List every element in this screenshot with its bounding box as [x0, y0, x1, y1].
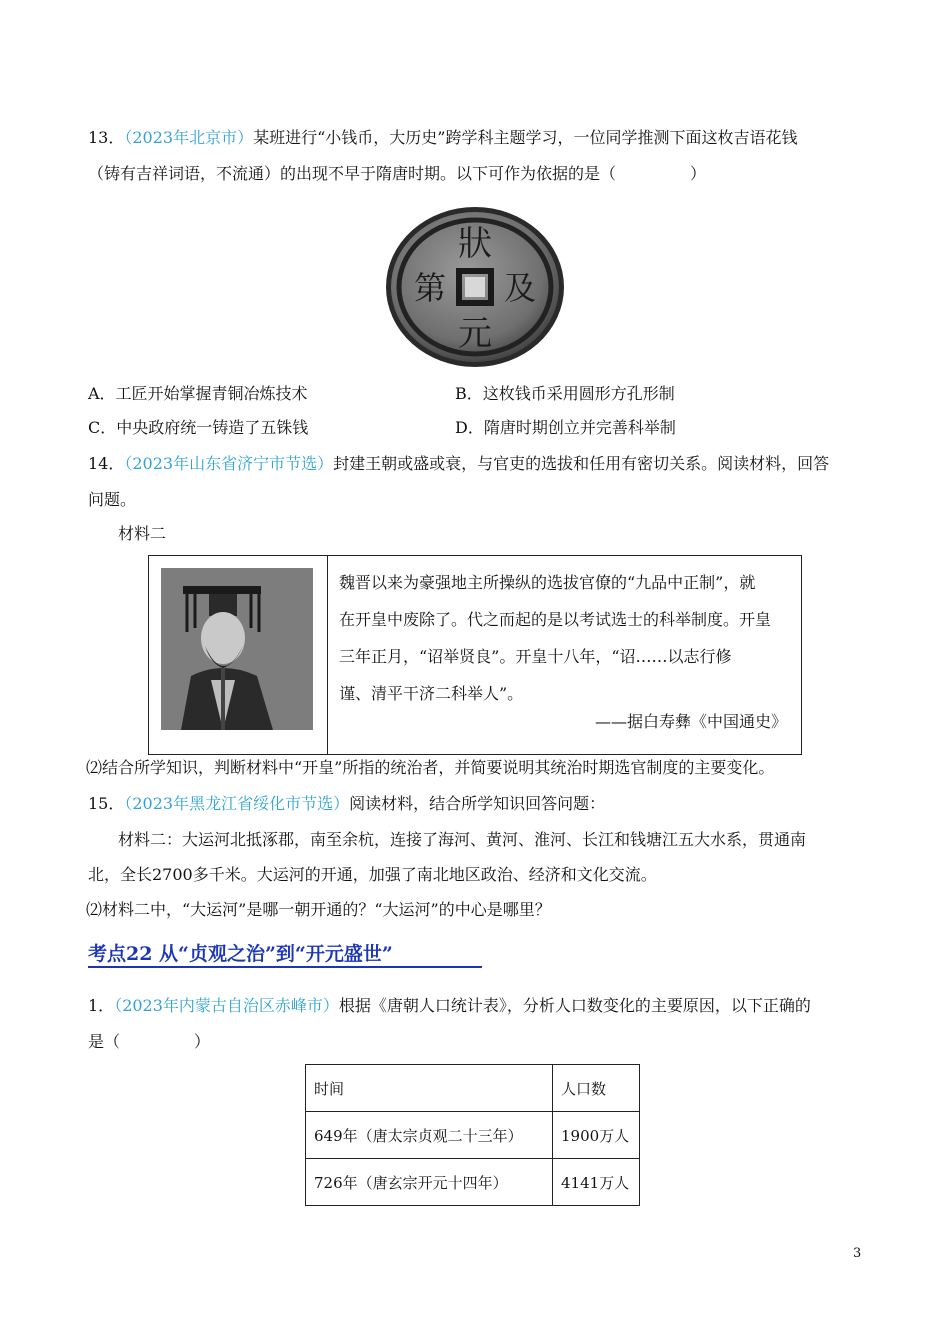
q13-source: （2023年北京市）	[124, 128, 254, 147]
material-text	[339, 564, 789, 712]
q1-line2: 是（ ）	[88, 1032, 211, 1051]
table-row	[306, 1112, 640, 1159]
table-cell: 649年（唐太宗贞观二十三年）	[306, 1112, 553, 1159]
coin-char-left: 第	[413, 269, 447, 307]
q15-text: 阅读材料，结合所学知识回答问题：	[349, 794, 606, 813]
q15-line1	[88, 792, 605, 816]
q14-line2: 问题。	[88, 490, 137, 509]
coin-char-bottom: 元	[458, 314, 492, 354]
coin-char-top: 狀	[458, 224, 492, 264]
q14-text: 封建王朝或盛或衰，与官吏的选拔和任用有密切关系。阅读材料，回答	[333, 454, 830, 473]
q1-source: （2023年内蒙古自治区赤峰市）	[114, 996, 339, 1015]
q1-line1	[88, 994, 811, 1018]
table-header-row	[306, 1065, 640, 1112]
q13-option-a: A．工匠开始掌握青铜冶炼技术	[88, 384, 308, 403]
table-row	[306, 1159, 640, 1206]
q13-number: 13．	[88, 128, 125, 147]
q15-material-line1: 材料二：大运河北抵涿郡，南至余杭，连接了海河、黄河、淮河、长江和钱塘江五大水系，贯通南	[118, 830, 807, 849]
table-cell: 726年（唐玄宗开元十四年）	[306, 1159, 553, 1206]
table-header-cell: 时间	[306, 1065, 553, 1112]
table-cell: 1900万人	[553, 1112, 640, 1159]
q13-option-b: B．这枚钱币采用圆形方孔形制	[455, 384, 675, 403]
q15-number: 15．	[88, 794, 125, 813]
section-heading: 考点22 从“贞观之治”到“开元盛世”	[88, 943, 393, 965]
material-text-line: 谨、清平干济二科举人”。	[339, 684, 524, 703]
q14-source: （2023年山东省济宁市节选）	[124, 454, 334, 473]
q1-number: 1．	[88, 996, 115, 1015]
coin-char-right: 及	[503, 269, 537, 307]
q14-line1	[88, 452, 829, 476]
material-text-line: 魏晋以来为豪强地主所操纵的选拔官僚的“九品中正制”，就	[339, 573, 756, 592]
material-two-box	[148, 555, 802, 755]
q15-sub-question: ⑵材料二中，“大运河”是哪一朝开通的？“大运河”的中心是哪里？	[86, 900, 551, 919]
q13-option-c: C．中央政府统一铸造了五铢钱	[88, 418, 309, 437]
q13-option-d: D．隋唐时期创立并完善科举制	[455, 418, 676, 437]
emperor-portrait-image	[161, 568, 313, 730]
population-table	[305, 1064, 640, 1206]
q1-text: 根据《唐朝人口统计表》，分析人口数变化的主要原因，以下正确的	[338, 996, 811, 1015]
q14-number: 14．	[88, 454, 125, 473]
material-citation: ——据白寿彝《中国通史》	[594, 712, 787, 731]
q13-line1	[88, 126, 797, 150]
q14-sub-question: ⑵结合所学知识，判断材料中“开皇”所指的统治者，并简要说明其统治时期选官制度的主要变化。	[86, 758, 775, 777]
q15-material-line2: 北，全长2700多千米。大运河的开通，加强了南北地区政治、经济和文化交流。	[88, 865, 657, 884]
q13-text: 某班进行“小钱币，大历史”跨学科主题学习，一位同学推测下面这枚吉语花钱	[253, 128, 798, 147]
page-number: 3	[853, 1246, 862, 1261]
q15-source: （2023年黑龙江省绥化市节选）	[124, 794, 350, 813]
material-image-cell	[149, 556, 328, 754]
coin-image	[384, 205, 566, 369]
material-text-line: 三年正月，“诏举贤良”。开皇十八年，“诏……以志行修	[339, 647, 732, 666]
section-heading-underline	[88, 966, 482, 968]
q14-material-label: 材料二	[118, 524, 167, 543]
table-cell: 4141万人	[553, 1159, 640, 1206]
q13-line2: （铸有吉祥词语，不流通）的出现不早于隋唐时期。以下可作为依据的是（ ）	[88, 164, 707, 183]
table-header-cell: 人口数	[553, 1065, 640, 1112]
material-text-line: 在开皇中废除了。代之而起的是以考试选士的科举制度。开皇	[339, 610, 772, 629]
